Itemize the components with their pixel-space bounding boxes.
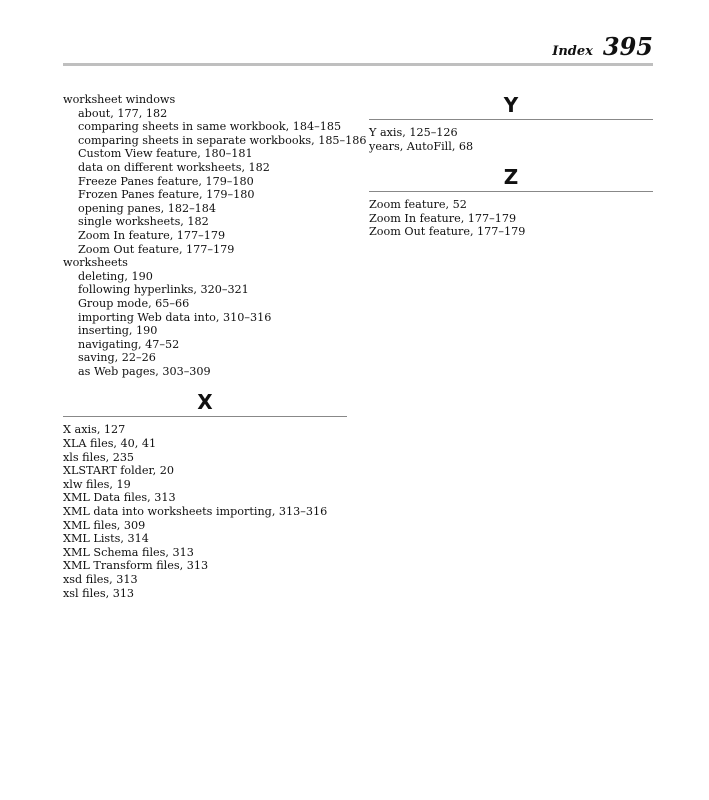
index-main-entry: Y axis, 125–126 — [369, 126, 458, 139]
index-sub-entry: as Web pages, 303–309 — [78, 364, 211, 378]
index-sub-entry: single worksheets, 182 — [78, 215, 209, 229]
index-sub-entry: Custom View feature, 180–181 — [78, 147, 253, 161]
index-sub-entry: Frozen Panes feature, 179–180 — [78, 188, 255, 202]
letter-section-y — [369, 93, 653, 120]
page-number: 395 — [602, 32, 653, 61]
index-sub-entry: comparing sheets in same workbook, 184–185 — [78, 120, 342, 134]
index-main-entry: Zoom In feature, 177–179 — [369, 211, 517, 225]
letter-x-entries — [63, 423, 347, 600]
index-main-entry: worksheet windows — [63, 93, 176, 106]
header-section-title: Index — [552, 44, 593, 59]
header-right — [552, 32, 653, 61]
index-group-worksheets — [63, 256, 347, 378]
letter-heading-x: X — [63, 390, 347, 417]
index-sub-entry: about, 177, 182 — [78, 106, 168, 120]
index-main-entry: XML Schema files, 313 — [63, 545, 194, 559]
index-sub-entry: Freeze Panes feature, 179–180 — [78, 174, 254, 188]
index-sub-entry: deleting, 190 — [78, 269, 153, 283]
index-sub-entry: Zoom Out feature, 177–179 — [78, 242, 235, 256]
index-main-entry: xsl files, 313 — [63, 586, 135, 600]
index-sub-entry: following hyperlinks, 320–321 — [78, 283, 249, 297]
index-sub-entry: Zoom In feature, 177–179 — [78, 228, 226, 242]
letter-y-entries — [369, 126, 653, 153]
index-main-entry: xlw files, 19 — [63, 477, 131, 491]
index-group-worksheet-windows — [63, 93, 367, 256]
index-main-entry: xsd files, 313 — [63, 573, 138, 586]
page-header — [63, 32, 653, 66]
letter-z-entries — [369, 198, 653, 239]
letter-heading-z: Z — [369, 165, 653, 192]
index-sub-entry: saving, 22–26 — [78, 351, 156, 365]
index-main-entry: XML Data files, 313 — [63, 491, 176, 505]
letter-heading-y: Y — [369, 93, 653, 120]
index-column-right — [369, 93, 653, 239]
letter-section-z — [369, 165, 653, 192]
index-sub-entry: comparing sheets in separate workbooks, 185–186 — [78, 133, 367, 147]
index-main-entry: X axis, 127 — [63, 423, 126, 437]
index-column-left — [63, 93, 367, 600]
index-sub-entry: importing Web data into, 310–316 — [78, 310, 272, 324]
index-main-entry: XML files, 309 — [63, 518, 146, 532]
index-sub-entry: navigating, 47–52 — [78, 337, 180, 351]
index-sub-entry: opening panes, 182–184 — [78, 201, 217, 215]
index-main-entry: XLA files, 40, 41 — [63, 437, 157, 451]
index-sub-entry: data on different worksheets, 182 — [78, 160, 270, 174]
index-sub-entry: Group mode, 65–66 — [78, 296, 190, 310]
index-main-entry: XML Transform files, 313 — [63, 559, 209, 573]
index-main-entry: worksheets — [63, 256, 128, 270]
index-main-entry: XML Lists, 314 — [63, 532, 149, 546]
index-main-entry: Zoom Out feature, 177–179 — [369, 225, 526, 239]
letter-section-x — [63, 390, 347, 417]
index-main-entry: years, AutoFill, 68 — [369, 139, 474, 153]
index-main-entry: xls files, 235 — [63, 450, 135, 464]
index-sub-entry: inserting, 190 — [78, 324, 158, 338]
index-main-entry: XLSTART folder, 20 — [63, 464, 174, 478]
index-main-entry: XML data into worksheets importing, 313–316 — [63, 505, 328, 519]
index-main-entry: Zoom feature, 52 — [369, 198, 467, 212]
